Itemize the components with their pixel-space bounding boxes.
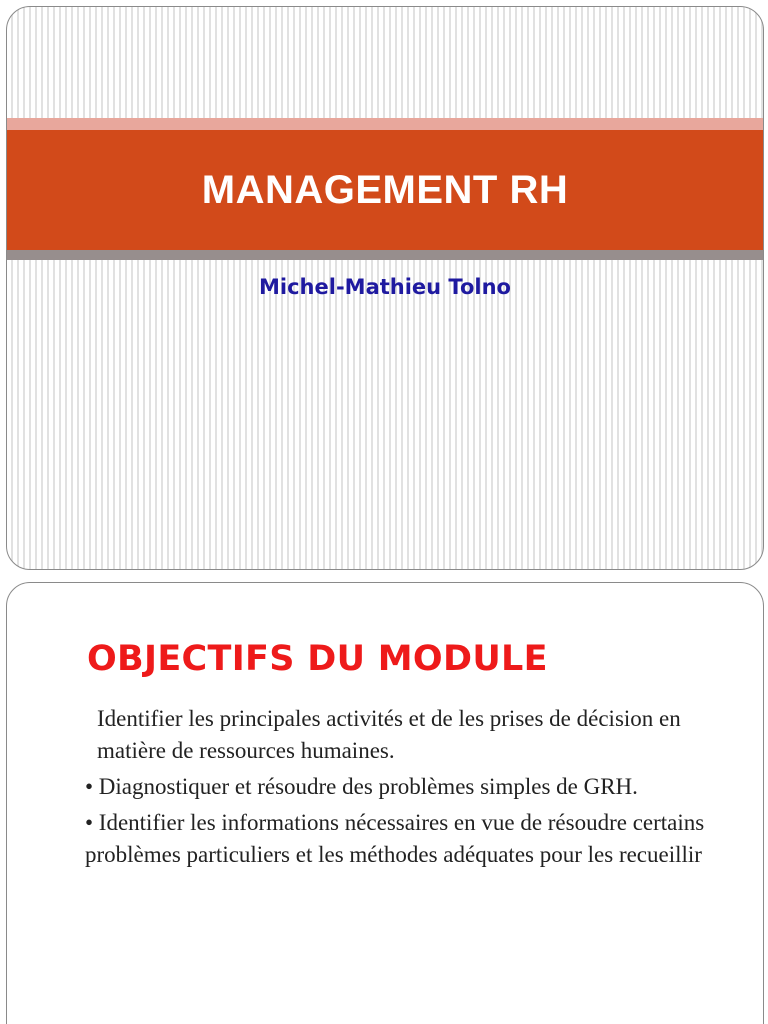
objectives-intro: Identifier les principales activités et de les prises de décision en matière de ressources humaines.	[97, 706, 681, 763]
slide-title: MANAGEMENT RH	[201, 168, 569, 212]
objectives-heading: OBJECTIFS DU MODULE	[87, 639, 548, 679]
title-band-top-stripe	[7, 118, 763, 130]
objective-bullet: • Diagnostiquer et résoudre des problèmes simples de GRH.	[85, 774, 638, 799]
objectives-slide	[6, 582, 764, 1024]
title-band-bottom-stripe	[7, 250, 763, 260]
slide-author: Michel-Mathieu Tolno	[259, 275, 511, 299]
objective-bullet: • Identifier les informations nécessaires en vue de résoudre certains problèmes particuliers et les méthodes adéquates pour les recueillir	[85, 810, 705, 867]
title-slide	[6, 6, 764, 570]
objectives-body	[85, 703, 735, 875]
